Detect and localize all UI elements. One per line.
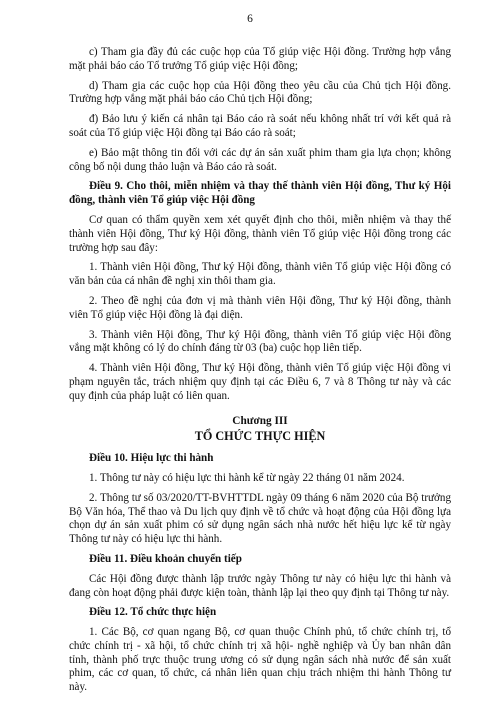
- article-9-heading: Điều 9. Cho thôi, miễn nhiệm và thay thế thành viên Hội đồng, Thư ký Hội đồng, thành viên Tổ giúp việc Hội đồng: [69, 180, 451, 207]
- article-10-heading: Điều 10. Hiệu lực thi hành: [89, 452, 214, 465]
- paragraph-item-e: e) Bảo mật thông tin đối với các dự án sản xuất phim tham gia lựa chọn; không công bố nội dung thảo luận và Báo cáo rà soát.: [69, 146, 451, 173]
- article-9-clause-4: 4. Thành viên Hội đồng, Thư ký Hội đồng, thành viên Tổ giúp việc Hội đồng vi phạm nguyên tắc, trách nhiệm quy định tại các Điều 6, 7 và 8 Thông tư này và các quy định của pháp luật có liên quan.: [69, 362, 451, 402]
- article-9-clause-2: 2. Theo đề nghị của đơn vị mà thành viên Hội đồng, Thư ký Hội đồng, thành viên Tổ giúp việc Hội đồng là đại diện.: [69, 294, 451, 321]
- article-11-heading: Điều 11. Điều khoản chuyển tiếp: [89, 552, 242, 565]
- article-12-heading: Điều 12. Tổ chức thực hiện: [89, 606, 217, 619]
- document-body: [69, 46, 451, 701]
- article-12-clause-1: 1. Các Bộ, cơ quan ngang Bộ, cơ quan thuộc Chính phủ, tổ chức chính trị, tổ chức chính trị - xã hội, tổ chức chính trị xã hội- nghề nghiệp và Ủy ban nhân dân tỉnh, thành phố trực thuộc trung ương có sử dụng ngân sách nhà nước để sản xuất phim, các cơ quan, tổ chức, cá nhân liên quan chịu trách nhiệm thi hành Thông tư này.: [69, 626, 451, 694]
- page-number: 6: [247, 13, 253, 25]
- article-9-clause-1: 1. Thành viên Hội đồng, Thư ký Hội đồng, thành viên Tổ giúp việc Hội đồng có văn bản của cá nhân đề nghị xin thôi tham gia.: [69, 261, 451, 288]
- article-10-clause-2: 2. Thông tư số 03/2020/TT-BVHTTDL ngày 09 tháng 6 năm 2020 của Bộ trưởng Bộ Văn hóa, Thể thao và Du lịch quy định về tổ chức và hoạt động của Hội đồng lựa chọn dự án sản xuất phim có sử dụng ngân sách nhà nước hết hiệu lực kể từ ngày Thông tư này có hiệu lực thi hành.: [69, 491, 451, 546]
- paragraph-item-dd: đ) Bảo lưu ý kiến cá nhân tại Báo cáo rà soát nếu không nhất trí với kết quả rà soát của Tổ giúp việc Hội đồng tại Báo cáo rà soát;: [69, 113, 451, 139]
- article-11-text: Các Hội đồng được thành lập trước ngày Thông tư này có hiệu lực thi hành và đang còn hoạt động phải được kiện toàn, thành lập lại theo quy định tại Thông tư này.: [69, 572, 451, 599]
- paragraph-item-c: c) Tham gia đầy đủ các cuộc họp của Tổ giúp việc Hội đồng. Trường hợp vắng mặt phải báo cáo Tổ trưởng Tổ giúp việc Hội đồng;: [69, 46, 451, 72]
- paragraph-item-d: d) Tham gia các cuộc họp của Hội đồng theo yêu cầu của Chủ tịch Hội đồng. Trường hợp vắng mặt phải báo cáo Chủ tịch Hội đồng;: [69, 79, 451, 106]
- chapter-label: Chương III: [232, 414, 288, 427]
- article-10-clause-1: 1. Thông tư này có hiệu lực thi hành kể từ ngày 22 tháng 01 năm 2024.: [89, 471, 405, 484]
- article-9-intro: Cơ quan có thẩm quyền xem xét quyết định cho thôi, miễn nhiệm và thay thế thành viên Hội đồng, Thư ký Hội đồng, thành viên Tổ giúp việc Hội đồng trong các trường hợp sau đây:: [69, 213, 451, 254]
- chapter-title: TỔ CHỨC THỰC HIỆN: [194, 429, 326, 444]
- article-9-clause-3: 3. Thành viên Hội đồng, Thư ký Hội đồng, thành viên Tổ giúp việc Hội đồng vắng mặt không có lý do chính đáng từ 03 (ba) cuộc họp liên tiếp.: [69, 328, 451, 355]
